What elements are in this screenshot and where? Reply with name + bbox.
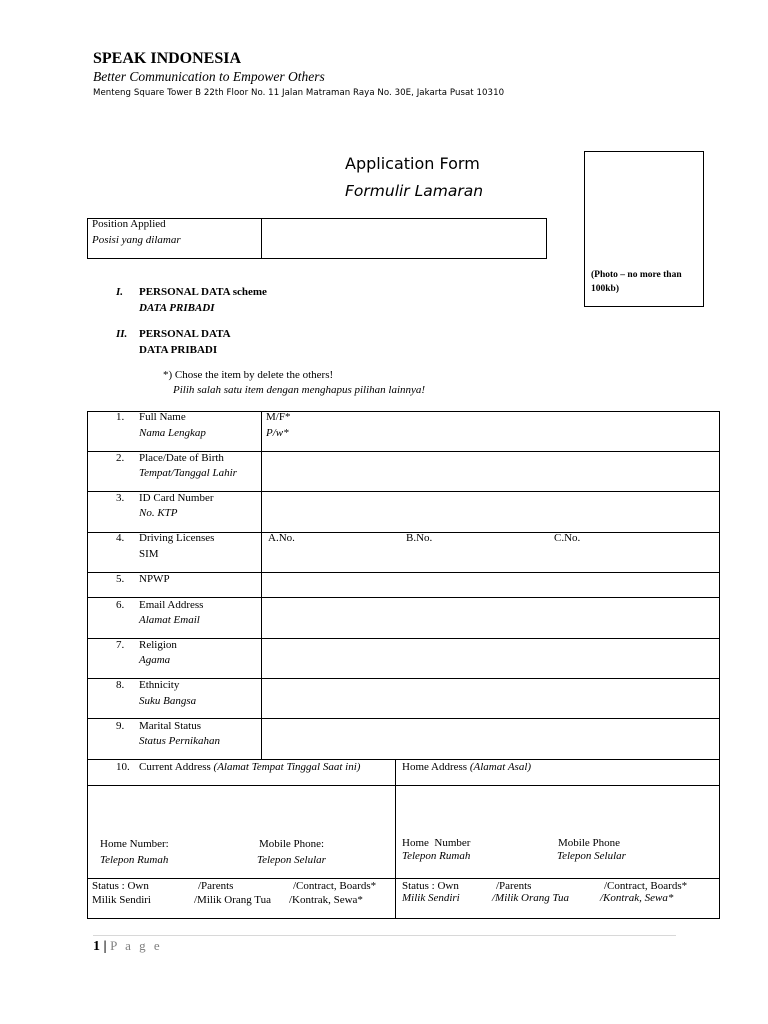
marital-status-label-id: Status Pernikahan	[139, 735, 220, 747]
birth-label-id: Tempat/Tanggal Lahir	[139, 467, 237, 479]
ethnicity-input[interactable]	[262, 679, 718, 717]
table-row-line	[87, 759, 720, 760]
table-row-line	[87, 785, 720, 786]
home-mobile-label: Mobile Phone	[558, 837, 621, 849]
company-tagline: Better Communication to Empower Others	[93, 69, 325, 84]
current-home-number-label-id: Telepon Rumah	[100, 854, 169, 866]
row-number: 2.	[116, 452, 125, 464]
current-status-parents[interactable]: /Parents	[198, 880, 234, 892]
ethnicity-label-id: Suku Bangsa	[139, 695, 197, 707]
instruction-text: *) Chose the item by delete the others!	[163, 369, 334, 381]
religion-input[interactable]	[262, 639, 718, 677]
form-title: Application Form	[345, 154, 480, 173]
home-status-parents[interactable]: /Parents	[496, 880, 532, 892]
page-separator: |	[103, 939, 107, 954]
home-mobile-label-id: Telepon Selular	[557, 850, 626, 862]
license-c-label: C.No.	[554, 532, 581, 544]
current-status-contract[interactable]: /Contract, Boards*	[293, 880, 377, 892]
company-name: SPEAK INDONESIA	[93, 50, 242, 67]
ethnicity-label: Ethnicity	[139, 679, 180, 691]
row-number: 8.	[116, 679, 125, 691]
photo-note: (Photo – no more than 100kb)	[591, 270, 682, 294]
npwp-input[interactable]	[262, 573, 718, 596]
table-row-line	[87, 718, 720, 719]
home-status-contract-id: /Kontrak, Sewa*	[600, 892, 674, 904]
id-card-label: ID Card Number	[139, 492, 214, 504]
gender-label: M/F*	[266, 411, 291, 423]
section-1-number: I.	[116, 286, 124, 298]
company-address: Menteng Square Tower B 22th Floor No. 11 Jalan Matraman Raya No. 30E, Jakarta Pusat 10310	[93, 88, 505, 98]
marital-status-input[interactable]	[262, 720, 718, 758]
id-card-label-id: No. KTP	[139, 507, 178, 519]
page-label: P a g e	[110, 938, 163, 953]
religion-label: Religion	[139, 639, 177, 651]
driving-license-label-id: SIM	[139, 548, 159, 560]
row-number: 10.	[116, 761, 130, 773]
position-label: Position Applied	[92, 218, 166, 230]
current-address-label: Current Address	[139, 761, 211, 773]
religion-label-id: Agama	[139, 654, 171, 666]
home-address-label-id: (Alamat Asal)	[469, 761, 532, 773]
current-home-number-label: Home Number:	[100, 838, 169, 850]
full-name-label: Full Name	[139, 411, 186, 423]
position-label-id: Posisi yang dilamar	[92, 234, 181, 246]
instruction-text-id: Pilih salah satu item dengan menghapus pilihan lainnya!	[173, 384, 426, 396]
birth-input[interactable]	[262, 452, 718, 490]
full-name-input[interactable]	[300, 412, 718, 450]
row-number: 9.	[116, 720, 125, 732]
home-address-header	[402, 761, 531, 773]
current-address-label-id: (Alamat Tempat Tinggal Saat ini)	[213, 761, 361, 773]
license-b-label: B.No.	[406, 532, 433, 544]
marital-status-label: Marital Status	[139, 720, 202, 732]
row-number: 7.	[116, 639, 125, 651]
position-applied-input[interactable]	[262, 219, 546, 258]
table-row-line	[87, 597, 720, 598]
home-home-number-label: Home Number	[402, 837, 471, 849]
full-name-label-id: Nama Lengkap	[139, 427, 206, 439]
birth-label: Place/Date of Birth	[139, 452, 224, 464]
email-label-id: Alamat Email	[139, 614, 200, 626]
home-status-parents-id: /Milik Orang Tua	[492, 892, 570, 904]
row-number: 3.	[116, 492, 125, 504]
section-2-subtitle: DATA PRIBADI	[139, 344, 218, 356]
page-footer	[93, 938, 162, 955]
current-mobile-label: Mobile Phone:	[259, 838, 325, 850]
current-status-contract-id: /Kontrak, Sewa*	[289, 894, 363, 906]
current-address-header	[139, 761, 360, 773]
home-address-label: Home Address	[402, 761, 468, 773]
id-card-input[interactable]	[262, 492, 718, 531]
email-input[interactable]	[262, 599, 718, 637]
section-1-title: PERSONAL DATA scheme	[139, 286, 267, 298]
driving-license-label: Driving Licenses	[139, 532, 215, 544]
current-status-own[interactable]: Status : Own	[92, 880, 149, 892]
npwp-label: NPWP	[139, 573, 170, 585]
table-row-line	[87, 878, 720, 879]
home-status-own-id: Milik Sendiri	[402, 892, 460, 904]
address-column-divider	[395, 759, 396, 919]
row-number: 5.	[116, 573, 125, 585]
email-label: Email Address	[139, 599, 204, 611]
section-2-number: II.	[116, 328, 128, 340]
row-number: 4.	[116, 532, 125, 544]
section-1-subtitle: DATA PRIBADI	[139, 302, 215, 314]
section-2-title: PERSONAL DATA	[139, 328, 231, 340]
row-number: 1.	[116, 411, 125, 423]
footer-divider	[93, 935, 676, 936]
current-status-parents-id: /Milik Orang Tua	[194, 894, 272, 906]
row-number: 6.	[116, 599, 125, 611]
home-status-own[interactable]: Status : Own	[402, 880, 459, 892]
current-mobile-label-id: Telepon Selular	[257, 854, 326, 866]
home-home-number-label-id: Telepon Rumah	[402, 850, 471, 862]
form-subtitle: Formulir Lamaran	[345, 182, 484, 200]
current-address-input[interactable]	[89, 787, 394, 833]
gender-label-id: P/w*	[266, 427, 289, 439]
home-status-contract[interactable]: /Contract, Boards*	[604, 880, 688, 892]
current-status-own-id: Milik Sendiri	[92, 894, 151, 906]
page-number: 1	[93, 939, 100, 954]
license-a-label: A.No.	[268, 532, 295, 544]
home-address-input[interactable]	[397, 787, 718, 833]
